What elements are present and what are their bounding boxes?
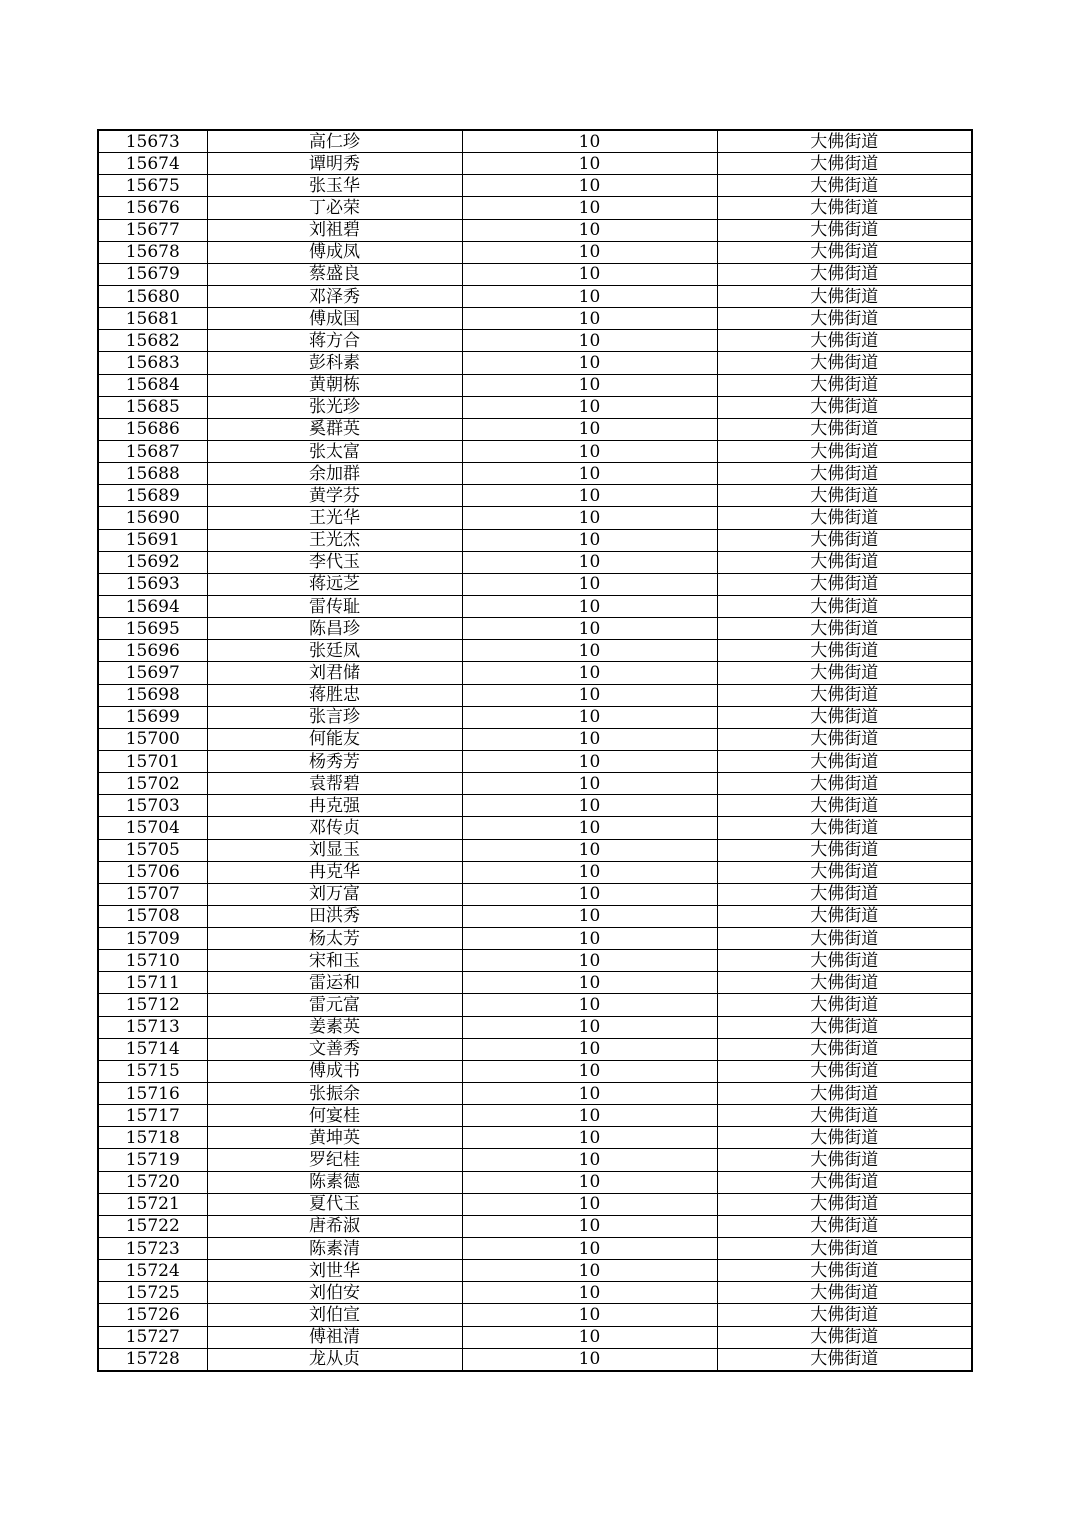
row-id-cell: 15673	[98, 130, 207, 153]
row-area-cell: 大佛街道	[717, 905, 972, 927]
row-area-cell: 大佛街道	[717, 529, 972, 551]
row-amount-cell: 10	[462, 883, 717, 905]
table-row	[98, 374, 972, 396]
row-id-cell: 15723	[98, 1238, 207, 1260]
row-area-cell: 大佛街道	[717, 773, 972, 795]
row-name-cell: 刘世华	[207, 1260, 462, 1282]
row-id-cell: 15715	[98, 1060, 207, 1082]
table-row	[98, 750, 972, 772]
row-area-cell: 大佛街道	[717, 662, 972, 684]
row-name-cell: 姜素英	[207, 1016, 462, 1038]
row-area-cell: 大佛街道	[717, 1171, 972, 1193]
row-id-cell: 15713	[98, 1016, 207, 1038]
row-amount-cell: 10	[462, 285, 717, 307]
row-area-cell: 大佛街道	[717, 263, 972, 285]
row-amount-cell: 10	[462, 662, 717, 684]
row-name-cell: 蒋胜忠	[207, 684, 462, 706]
row-area-cell: 大佛街道	[717, 551, 972, 573]
row-id-cell: 15711	[98, 972, 207, 994]
row-name-cell: 冉克华	[207, 861, 462, 883]
row-id-cell: 15721	[98, 1193, 207, 1215]
table-row	[98, 684, 972, 706]
row-area-cell: 大佛街道	[717, 396, 972, 418]
row-id-cell: 15727	[98, 1326, 207, 1348]
row-name-cell: 黄学芬	[207, 485, 462, 507]
row-name-cell: 张玉华	[207, 175, 462, 197]
table-row	[98, 285, 972, 307]
row-name-cell: 刘显玉	[207, 839, 462, 861]
row-amount-cell: 10	[462, 1149, 717, 1171]
table-row	[98, 396, 972, 418]
row-name-cell: 罗纪桂	[207, 1149, 462, 1171]
table-row	[98, 241, 972, 263]
row-id-cell: 15705	[98, 839, 207, 861]
row-area-cell: 大佛街道	[717, 308, 972, 330]
row-area-cell: 大佛街道	[717, 374, 972, 396]
row-name-cell: 刘伯安	[207, 1282, 462, 1304]
row-name-cell: 高仁珍	[207, 130, 462, 153]
row-name-cell: 谭明秀	[207, 153, 462, 175]
row-id-cell: 15709	[98, 928, 207, 950]
table-row	[98, 1304, 972, 1326]
row-area-cell: 大佛街道	[717, 507, 972, 529]
row-amount-cell: 10	[462, 308, 717, 330]
row-name-cell: 王光杰	[207, 529, 462, 551]
row-amount-cell: 10	[462, 728, 717, 750]
table-row	[98, 817, 972, 839]
row-amount-cell: 10	[462, 1238, 717, 1260]
row-name-cell: 文善秀	[207, 1038, 462, 1060]
row-id-cell: 15680	[98, 285, 207, 307]
row-id-cell: 15728	[98, 1348, 207, 1371]
row-area-cell: 大佛街道	[717, 352, 972, 374]
row-id-cell: 15678	[98, 241, 207, 263]
row-id-cell: 15695	[98, 618, 207, 640]
row-name-cell: 傅成国	[207, 308, 462, 330]
table-row	[98, 706, 972, 728]
row-amount-cell: 10	[462, 1171, 717, 1193]
row-name-cell: 黄坤英	[207, 1127, 462, 1149]
table-row	[98, 1060, 972, 1082]
row-area-cell: 大佛街道	[717, 950, 972, 972]
row-name-cell: 夏代玉	[207, 1193, 462, 1215]
row-name-cell: 邓泽秀	[207, 285, 462, 307]
row-amount-cell: 10	[462, 573, 717, 595]
row-name-cell: 余加群	[207, 463, 462, 485]
row-amount-cell: 10	[462, 773, 717, 795]
row-amount-cell: 10	[462, 440, 717, 462]
row-name-cell: 袁帮碧	[207, 773, 462, 795]
table-row	[98, 219, 972, 241]
row-amount-cell: 10	[462, 263, 717, 285]
row-amount-cell: 10	[462, 706, 717, 728]
row-id-cell: 15696	[98, 640, 207, 662]
table-row	[98, 662, 972, 684]
row-amount-cell: 10	[462, 507, 717, 529]
row-name-cell: 蒋方合	[207, 330, 462, 352]
row-amount-cell: 10	[462, 795, 717, 817]
row-name-cell: 陈素德	[207, 1171, 462, 1193]
row-amount-cell: 10	[462, 1038, 717, 1060]
row-name-cell: 奚群英	[207, 418, 462, 440]
row-name-cell: 刘君储	[207, 662, 462, 684]
row-name-cell: 雷传耻	[207, 595, 462, 617]
row-area-cell: 大佛街道	[717, 618, 972, 640]
row-name-cell: 张振余	[207, 1083, 462, 1105]
table-row	[98, 861, 972, 883]
table-row	[98, 1149, 972, 1171]
row-amount-cell: 10	[462, 1193, 717, 1215]
table-row	[98, 1260, 972, 1282]
row-id-cell: 15724	[98, 1260, 207, 1282]
row-id-cell: 15703	[98, 795, 207, 817]
row-area-cell: 大佛街道	[717, 640, 972, 662]
table-row	[98, 1105, 972, 1127]
row-area-cell: 大佛街道	[717, 994, 972, 1016]
row-id-cell: 15708	[98, 905, 207, 927]
table-row	[98, 418, 972, 440]
table-row	[98, 728, 972, 750]
row-amount-cell: 10	[462, 1083, 717, 1105]
row-area-cell: 大佛街道	[717, 706, 972, 728]
row-id-cell: 15722	[98, 1215, 207, 1237]
row-id-cell: 15682	[98, 330, 207, 352]
table-row	[98, 507, 972, 529]
row-id-cell: 15689	[98, 485, 207, 507]
row-area-cell: 大佛街道	[717, 463, 972, 485]
row-id-cell: 15685	[98, 396, 207, 418]
row-area-cell: 大佛街道	[717, 418, 972, 440]
row-id-cell: 15690	[98, 507, 207, 529]
row-id-cell: 15693	[98, 573, 207, 595]
row-amount-cell: 10	[462, 197, 717, 219]
table-row	[98, 618, 972, 640]
table-row	[98, 197, 972, 219]
row-area-cell: 大佛街道	[717, 839, 972, 861]
table-row	[98, 1171, 972, 1193]
row-amount-cell: 10	[462, 485, 717, 507]
row-name-cell: 傅成书	[207, 1060, 462, 1082]
row-id-cell: 15691	[98, 529, 207, 551]
row-name-cell: 杨太芳	[207, 928, 462, 950]
row-amount-cell: 10	[462, 1016, 717, 1038]
row-area-cell: 大佛街道	[717, 485, 972, 507]
row-amount-cell: 10	[462, 175, 717, 197]
table-row	[98, 263, 972, 285]
row-id-cell: 15681	[98, 308, 207, 330]
row-amount-cell: 10	[462, 1260, 717, 1282]
row-id-cell: 15714	[98, 1038, 207, 1060]
row-amount-cell: 10	[462, 352, 717, 374]
row-id-cell: 15699	[98, 706, 207, 728]
row-id-cell: 15718	[98, 1127, 207, 1149]
row-area-cell: 大佛街道	[717, 1326, 972, 1348]
row-amount-cell: 10	[462, 972, 717, 994]
row-name-cell: 张廷凤	[207, 640, 462, 662]
row-area-cell: 大佛街道	[717, 1105, 972, 1127]
row-name-cell: 何能友	[207, 728, 462, 750]
row-area-cell: 大佛街道	[717, 684, 972, 706]
row-area-cell: 大佛街道	[717, 817, 972, 839]
row-area-cell: 大佛街道	[717, 197, 972, 219]
row-amount-cell: 10	[462, 950, 717, 972]
row-id-cell: 15700	[98, 728, 207, 750]
row-name-cell: 雷元富	[207, 994, 462, 1016]
row-name-cell: 陈昌珍	[207, 618, 462, 640]
table-row	[98, 1193, 972, 1215]
table-row	[98, 485, 972, 507]
table-row	[98, 950, 972, 972]
table-row	[98, 1215, 972, 1237]
row-id-cell: 15717	[98, 1105, 207, 1127]
row-id-cell: 15688	[98, 463, 207, 485]
row-area-cell: 大佛街道	[717, 153, 972, 175]
row-id-cell: 15719	[98, 1149, 207, 1171]
row-area-cell: 大佛街道	[717, 1149, 972, 1171]
table-row	[98, 972, 972, 994]
row-area-cell: 大佛街道	[717, 241, 972, 263]
row-id-cell: 15684	[98, 374, 207, 396]
row-name-cell: 张言珍	[207, 706, 462, 728]
row-amount-cell: 10	[462, 330, 717, 352]
roster-table	[97, 129, 973, 1372]
row-area-cell: 大佛街道	[717, 1215, 972, 1237]
row-id-cell: 15707	[98, 883, 207, 905]
table-row	[98, 1016, 972, 1038]
row-name-cell: 黄朝栋	[207, 374, 462, 396]
table-row	[98, 640, 972, 662]
row-id-cell: 15726	[98, 1304, 207, 1326]
row-name-cell: 雷运和	[207, 972, 462, 994]
row-id-cell: 15704	[98, 817, 207, 839]
row-area-cell: 大佛街道	[717, 1304, 972, 1326]
table-row	[98, 1238, 972, 1260]
row-id-cell: 15675	[98, 175, 207, 197]
row-area-cell: 大佛街道	[717, 750, 972, 772]
row-area-cell: 大佛街道	[717, 728, 972, 750]
row-amount-cell: 10	[462, 994, 717, 1016]
row-amount-cell: 10	[462, 1127, 717, 1149]
row-amount-cell: 10	[462, 396, 717, 418]
row-amount-cell: 10	[462, 861, 717, 883]
table-row	[98, 529, 972, 551]
row-id-cell: 15683	[98, 352, 207, 374]
table-row	[98, 905, 972, 927]
row-amount-cell: 10	[462, 374, 717, 396]
row-area-cell: 大佛街道	[717, 1238, 972, 1260]
row-amount-cell: 10	[462, 928, 717, 950]
row-area-cell: 大佛街道	[717, 1260, 972, 1282]
row-id-cell: 15710	[98, 950, 207, 972]
row-id-cell: 15720	[98, 1171, 207, 1193]
table-row	[98, 595, 972, 617]
row-id-cell: 15702	[98, 773, 207, 795]
row-amount-cell: 10	[462, 905, 717, 927]
row-area-cell: 大佛街道	[717, 1193, 972, 1215]
row-amount-cell: 10	[462, 1304, 717, 1326]
row-area-cell: 大佛街道	[717, 861, 972, 883]
row-id-cell: 15712	[98, 994, 207, 1016]
table-row	[98, 883, 972, 905]
row-name-cell: 唐希淑	[207, 1215, 462, 1237]
table-row	[98, 463, 972, 485]
table-row	[98, 1348, 972, 1371]
table-row	[98, 330, 972, 352]
row-name-cell: 田洪秀	[207, 905, 462, 927]
table-row	[98, 1083, 972, 1105]
row-amount-cell: 10	[462, 618, 717, 640]
table-row	[98, 440, 972, 462]
row-area-cell: 大佛街道	[717, 928, 972, 950]
table-row	[98, 153, 972, 175]
table-row	[98, 839, 972, 861]
row-name-cell: 龙从贞	[207, 1348, 462, 1371]
row-amount-cell: 10	[462, 463, 717, 485]
roster-body	[98, 130, 972, 1371]
row-amount-cell: 10	[462, 551, 717, 573]
table-row	[98, 795, 972, 817]
row-id-cell: 15694	[98, 595, 207, 617]
row-id-cell: 15706	[98, 861, 207, 883]
row-id-cell: 15725	[98, 1282, 207, 1304]
row-amount-cell: 10	[462, 595, 717, 617]
table-row	[98, 1282, 972, 1304]
row-amount-cell: 10	[462, 1282, 717, 1304]
row-amount-cell: 10	[462, 817, 717, 839]
table-row	[98, 994, 972, 1016]
row-name-cell: 宋和玉	[207, 950, 462, 972]
row-area-cell: 大佛街道	[717, 285, 972, 307]
row-name-cell: 丁必荣	[207, 197, 462, 219]
row-name-cell: 张太富	[207, 440, 462, 462]
row-amount-cell: 10	[462, 1060, 717, 1082]
row-id-cell: 15692	[98, 551, 207, 573]
row-id-cell: 15674	[98, 153, 207, 175]
row-area-cell: 大佛街道	[717, 795, 972, 817]
row-amount-cell: 10	[462, 839, 717, 861]
row-id-cell: 15677	[98, 219, 207, 241]
row-area-cell: 大佛街道	[717, 883, 972, 905]
row-area-cell: 大佛街道	[717, 330, 972, 352]
row-amount-cell: 10	[462, 529, 717, 551]
row-area-cell: 大佛街道	[717, 972, 972, 994]
table-row	[98, 573, 972, 595]
table-row	[98, 1038, 972, 1060]
row-id-cell: 15697	[98, 662, 207, 684]
row-area-cell: 大佛街道	[717, 175, 972, 197]
row-area-cell: 大佛街道	[717, 1060, 972, 1082]
row-id-cell: 15716	[98, 1083, 207, 1105]
row-area-cell: 大佛街道	[717, 595, 972, 617]
row-area-cell: 大佛街道	[717, 1127, 972, 1149]
row-id-cell: 15676	[98, 197, 207, 219]
row-area-cell: 大佛街道	[717, 1083, 972, 1105]
row-area-cell: 大佛街道	[717, 440, 972, 462]
row-name-cell: 蔡盛良	[207, 263, 462, 285]
table-row	[98, 928, 972, 950]
row-id-cell: 15687	[98, 440, 207, 462]
row-amount-cell: 10	[462, 1326, 717, 1348]
row-amount-cell: 10	[462, 153, 717, 175]
row-amount-cell: 10	[462, 750, 717, 772]
row-name-cell: 张光珍	[207, 396, 462, 418]
row-name-cell: 陈素清	[207, 1238, 462, 1260]
table-row	[98, 551, 972, 573]
row-name-cell: 李代玉	[207, 551, 462, 573]
row-name-cell: 王光华	[207, 507, 462, 529]
row-area-cell: 大佛街道	[717, 130, 972, 153]
row-id-cell: 15679	[98, 263, 207, 285]
row-area-cell: 大佛街道	[717, 219, 972, 241]
row-amount-cell: 10	[462, 219, 717, 241]
row-amount-cell: 10	[462, 418, 717, 440]
table-row	[98, 352, 972, 374]
row-area-cell: 大佛街道	[717, 1016, 972, 1038]
row-id-cell: 15698	[98, 684, 207, 706]
row-amount-cell: 10	[462, 640, 717, 662]
table-row	[98, 308, 972, 330]
table-row	[98, 130, 972, 153]
row-name-cell: 邓传贞	[207, 817, 462, 839]
row-name-cell: 杨秀芳	[207, 750, 462, 772]
table-row	[98, 773, 972, 795]
row-amount-cell: 10	[462, 1105, 717, 1127]
row-name-cell: 彭科素	[207, 352, 462, 374]
row-id-cell: 15701	[98, 750, 207, 772]
row-amount-cell: 10	[462, 241, 717, 263]
row-name-cell: 蒋远芝	[207, 573, 462, 595]
table-row	[98, 1326, 972, 1348]
row-name-cell: 刘万富	[207, 883, 462, 905]
row-name-cell: 何宴桂	[207, 1105, 462, 1127]
row-amount-cell: 10	[462, 1215, 717, 1237]
row-name-cell: 傅祖清	[207, 1326, 462, 1348]
row-name-cell: 刘伯宣	[207, 1304, 462, 1326]
row-amount-cell: 10	[462, 130, 717, 153]
row-area-cell: 大佛街道	[717, 1282, 972, 1304]
row-amount-cell: 10	[462, 1348, 717, 1371]
table-row	[98, 175, 972, 197]
row-area-cell: 大佛街道	[717, 1038, 972, 1060]
table-row	[98, 1127, 972, 1149]
row-area-cell: 大佛街道	[717, 573, 972, 595]
row-area-cell: 大佛街道	[717, 1348, 972, 1371]
row-amount-cell: 10	[462, 684, 717, 706]
row-name-cell: 冉克强	[207, 795, 462, 817]
row-name-cell: 刘祖碧	[207, 219, 462, 241]
row-id-cell: 15686	[98, 418, 207, 440]
row-name-cell: 傅成凤	[207, 241, 462, 263]
